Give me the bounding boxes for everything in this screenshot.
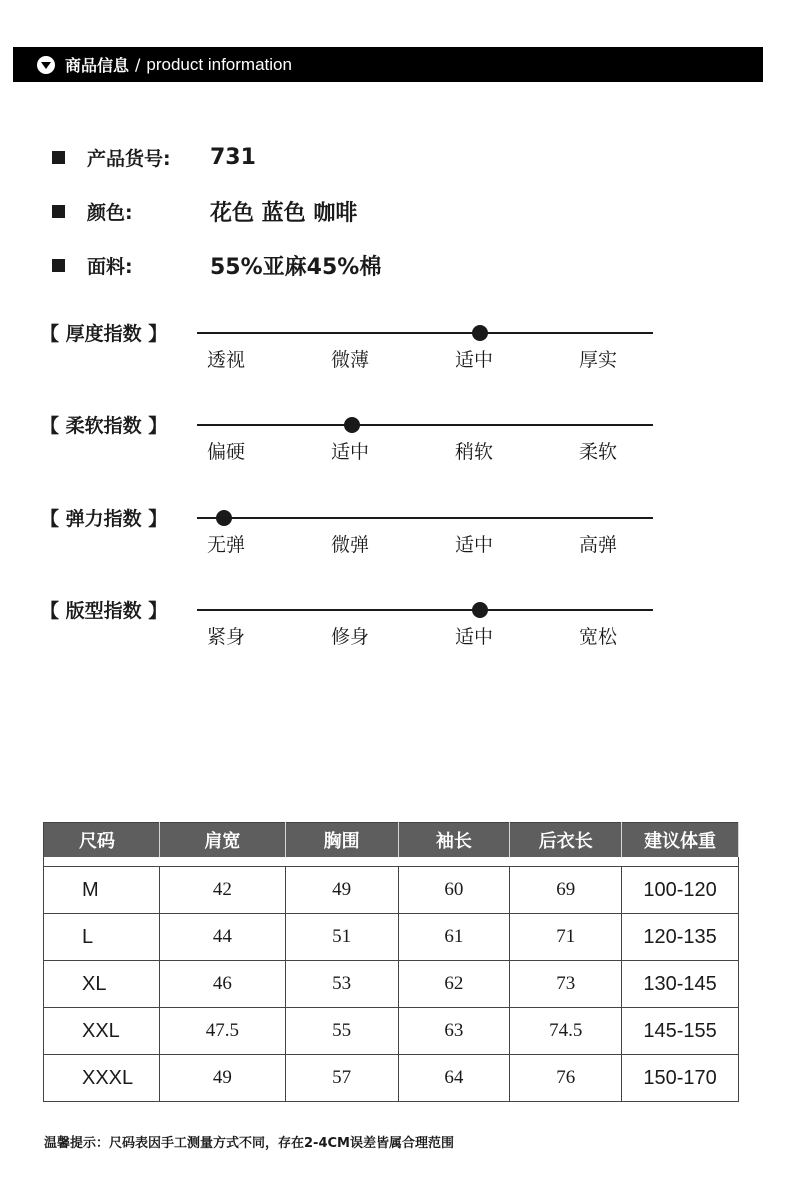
index-softness (40, 411, 680, 471)
table-row (44, 1008, 739, 1055)
index-scale-line (197, 332, 653, 334)
square-bullet-icon (52, 259, 65, 272)
size-cell: L (44, 914, 160, 961)
chest-cell: 51 (285, 914, 398, 961)
info-label: 颜色: (87, 201, 133, 224)
index-marker (216, 510, 232, 526)
size-cell: XXXL (44, 1055, 160, 1102)
index-option: 透视 (207, 349, 246, 371)
size-cell: XL (44, 961, 160, 1008)
header-size: 尺码 (44, 823, 160, 858)
index-option: 柔软 (579, 441, 618, 463)
weight-cell: 145-155 (622, 1008, 739, 1055)
info-row-color (52, 196, 357, 226)
index-marker (472, 602, 488, 618)
chest-cell: 57 (285, 1055, 398, 1102)
index-option: 修身 (331, 626, 370, 648)
table-row (44, 867, 739, 914)
chest-cell: 49 (285, 867, 398, 914)
table-gap (44, 857, 739, 867)
header-shoulder: 肩宽 (159, 823, 285, 858)
index-option: 无弹 (207, 534, 246, 556)
header-chest: 胸围 (285, 823, 398, 858)
index-scale-line (197, 424, 653, 426)
section-subtitle: product information (146, 54, 292, 74)
sleeve-cell: 64 (398, 1055, 510, 1102)
sleeve-cell: 61 (398, 914, 510, 961)
table-row (44, 1055, 739, 1102)
weight-cell: 150-170 (622, 1055, 739, 1102)
index-option: 适中 (455, 349, 494, 371)
info-label: 面料: (87, 255, 133, 278)
index-label: 【 厚度指数 】 (40, 323, 168, 345)
shoulder-cell: 47.5 (159, 1008, 285, 1055)
length-cell: 71 (510, 914, 622, 961)
section-title: 商品信息 (65, 56, 130, 75)
index-scale-line (197, 517, 653, 519)
section-header (13, 47, 763, 82)
chest-cell: 53 (285, 961, 398, 1008)
weight-cell: 100-120 (622, 867, 739, 914)
index-option: 高弹 (579, 534, 618, 556)
length-cell: 74.5 (510, 1008, 622, 1055)
index-option: 适中 (455, 534, 494, 556)
index-option: 稍软 (455, 441, 494, 463)
sleeve-cell: 63 (398, 1008, 510, 1055)
square-bullet-icon (52, 151, 65, 164)
header-weight: 建议体重 (622, 823, 739, 858)
weight-cell: 120-135 (622, 914, 739, 961)
weight-cell: 130-145 (622, 961, 739, 1008)
index-option: 偏硬 (207, 441, 246, 463)
table-row (44, 961, 739, 1008)
heart-down-icon (37, 56, 55, 74)
index-option: 厚实 (579, 349, 618, 371)
sleeve-cell: 62 (398, 961, 510, 1008)
shoulder-cell: 46 (159, 961, 285, 1008)
index-elasticity (40, 504, 680, 564)
info-row-fabric (52, 250, 381, 280)
index-label: 【 弹力指数 】 (40, 508, 168, 530)
length-cell: 76 (510, 1055, 622, 1102)
index-thickness (40, 319, 680, 379)
table-header-row (44, 823, 739, 858)
index-option: 微弹 (331, 534, 370, 556)
square-bullet-icon (52, 205, 65, 218)
length-cell: 73 (510, 961, 622, 1008)
table-row (44, 914, 739, 961)
info-label: 产品货号: (87, 147, 171, 170)
info-row-item-number (52, 142, 256, 172)
index-option: 微薄 (331, 349, 370, 371)
index-label: 【 版型指数 】 (40, 600, 168, 622)
index-scale-line (197, 609, 653, 611)
chest-cell: 55 (285, 1008, 398, 1055)
header-length: 后衣长 (510, 823, 622, 858)
info-value: 731 (210, 144, 256, 170)
index-fit (40, 596, 680, 656)
sleeve-cell: 60 (398, 867, 510, 914)
index-option: 紧身 (207, 626, 246, 648)
info-value: 55%亚麻45%棉 (210, 254, 382, 280)
length-cell: 69 (510, 867, 622, 914)
size-cell: XXL (44, 1008, 160, 1055)
size-note: 温馨提示：尺码表因手工测量方式不同，存在2-4CM误差皆属合理范围 (44, 1136, 454, 1151)
size-table (43, 822, 739, 1102)
shoulder-cell: 42 (159, 867, 285, 914)
index-option: 适中 (331, 441, 370, 463)
size-cell: M (44, 867, 160, 914)
info-value: 花色 蓝色 咖啡 (210, 200, 358, 226)
shoulder-cell: 49 (159, 1055, 285, 1102)
index-option: 宽松 (579, 626, 618, 648)
title-separator: / (135, 55, 141, 74)
index-label: 【 柔软指数 】 (40, 415, 168, 437)
shoulder-cell: 44 (159, 914, 285, 961)
header-sleeve: 袖长 (398, 823, 510, 858)
index-marker (472, 325, 488, 341)
index-option: 适中 (455, 626, 494, 648)
index-marker (344, 417, 360, 433)
